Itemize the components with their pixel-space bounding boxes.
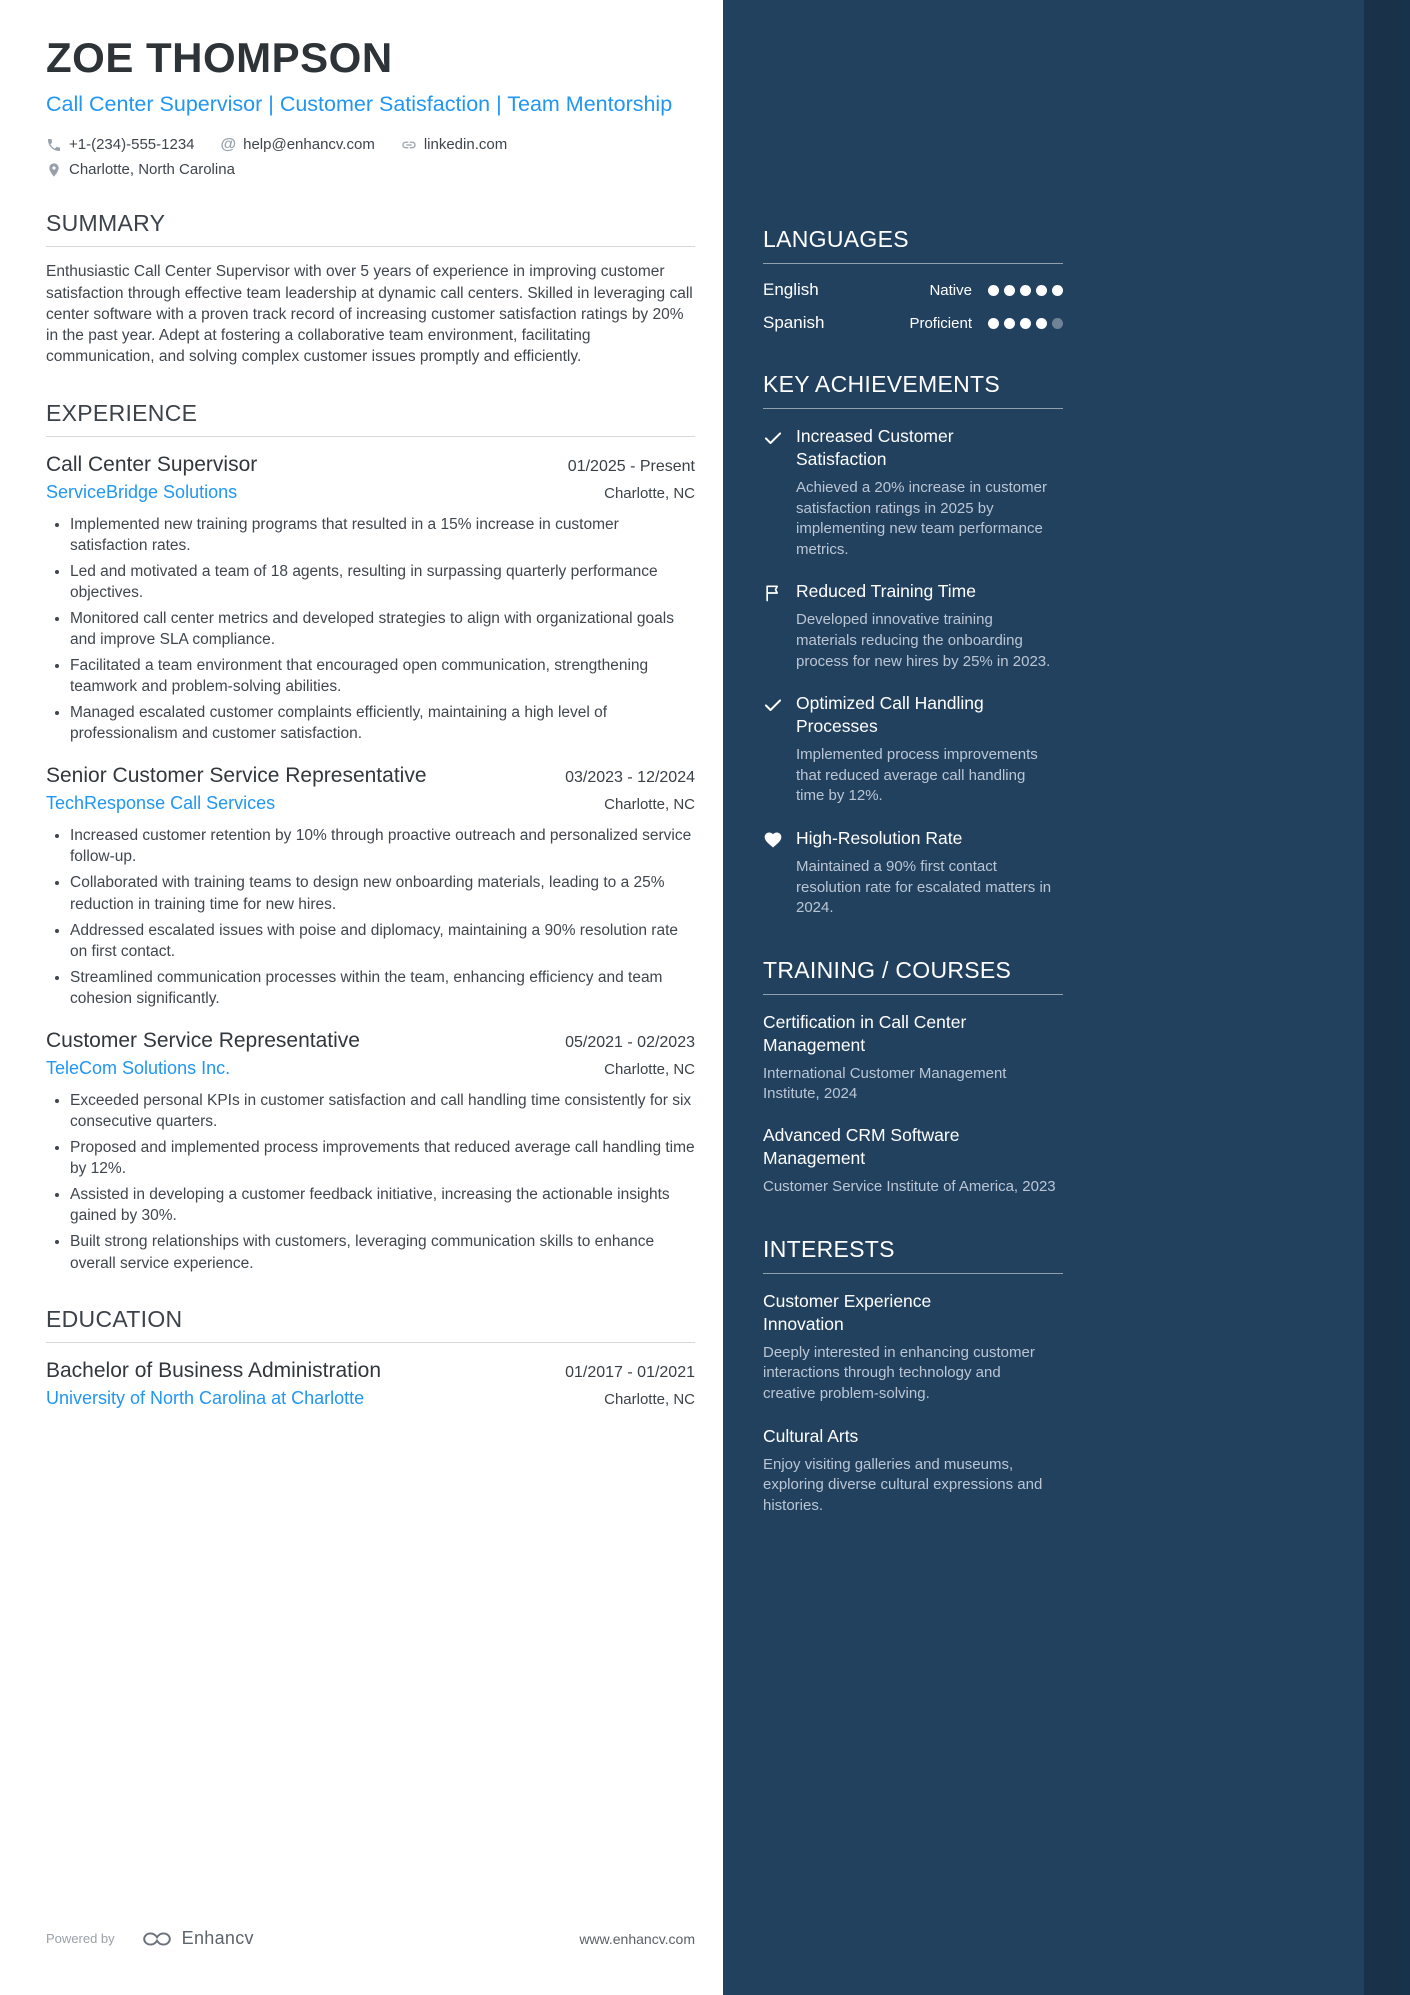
language-name: English xyxy=(763,280,819,299)
phone-number: +1-(234)-555-1234 xyxy=(69,136,195,154)
degree-title: Bachelor of Business Administration xyxy=(46,1358,382,1382)
summary-section xyxy=(46,210,695,367)
candidate-title: Call Center Supervisor | Customer Satisfaction | Team Mentorship xyxy=(46,92,673,116)
level-dot xyxy=(1020,285,1031,296)
course-subtitle: Customer Service Institute of America, 2023 xyxy=(763,1178,1056,1196)
location-contact xyxy=(46,161,235,178)
level-dot xyxy=(1004,318,1015,329)
check-icon xyxy=(763,695,783,715)
education-dates: 01/2017 - 01/2021 xyxy=(565,1363,695,1381)
course-item xyxy=(763,1124,1063,1198)
level-dot xyxy=(988,318,999,329)
job-location: Charlotte, NC xyxy=(604,796,695,814)
powered-by-label: Powered by xyxy=(46,1931,115,1946)
heart-icon xyxy=(763,830,783,850)
education-heading: EDUCATION xyxy=(46,1306,695,1343)
linkedin-contact[interactable] xyxy=(401,136,507,153)
bullet-item: • Addressed escalated issues with poise and diplomacy, maintaining a 90% resolution rate on first contact. xyxy=(70,920,695,962)
email-contact[interactable] xyxy=(221,136,375,153)
bullet-item: • Streamlined communication processes within the team, enhancing efficiency and team cohesion significantly. xyxy=(70,967,695,1009)
achievement-item xyxy=(763,425,1063,560)
job-bullets xyxy=(46,1090,695,1274)
language-level: Native xyxy=(929,281,972,299)
achievement-item xyxy=(763,692,1063,807)
course-subtitle: International Customer Management Institute, 2024 xyxy=(763,1064,1007,1103)
job-entry xyxy=(46,1027,695,1274)
interests-heading: INTERESTS xyxy=(763,1236,1063,1274)
training-heading: TRAINING / COURSES xyxy=(763,957,1063,995)
job-title: Call Center Supervisor xyxy=(46,452,258,476)
job-dates: 05/2021 - 02/2023 xyxy=(565,1033,695,1051)
achievement-text: Maintained a 90% first contact resolution rate for escalated matters in 2024. xyxy=(796,858,1052,917)
phone-icon xyxy=(46,137,62,153)
bullet-item: • Increased customer retention by 10% through proactive outreach and personalized service follow-up. xyxy=(70,825,695,867)
achievement-title: Optimized Call Handling Processes xyxy=(796,693,984,737)
brand-name: Enhancv xyxy=(181,1928,254,1948)
summary-text: Enthusiastic Call Center Supervisor with over 5 years of experience in improving customer satisfaction through effective team leadership at dynamic call centers. Skilled in leveraging call center software with a proven track record of increasing customer satisfaction ratings by 20% in the past year. Adept at fostering a collaborative team environment, facilitating communication, and solving complex customer issues promptly and efficiently. xyxy=(46,263,693,366)
interest-text: Enjoy visiting galleries and museums, exploring diverse cultural expressions and histories. xyxy=(763,1455,1043,1514)
level-dot xyxy=(1036,318,1047,329)
level-dot xyxy=(1020,318,1031,329)
linkedin-url[interactable]: linkedin.com xyxy=(423,136,508,154)
website-link[interactable]: www.enhancv.com xyxy=(579,1930,695,1947)
course-item xyxy=(763,1011,1063,1105)
summary-heading: SUMMARY xyxy=(46,210,695,247)
job-location: Charlotte, NC xyxy=(604,1060,695,1078)
job-company: TeleCom Solutions Inc. xyxy=(46,1057,231,1078)
bullet-item: • Assisted in developing a customer feedback initiative, increasing the actionable insights gained by 30%. xyxy=(70,1184,695,1226)
course-title: Advanced CRM Software Management xyxy=(763,1124,960,1169)
achievement-text: Developed innovative training materials reducing the onboarding process for new hires by 25% in 2023. xyxy=(796,611,1051,670)
enhancv-logo-icon xyxy=(141,1930,173,1948)
job-company: TechResponse Call Services xyxy=(46,793,276,814)
experience-section xyxy=(46,400,695,1274)
language-dots xyxy=(988,285,1063,296)
job-title: Senior Customer Service Representative xyxy=(46,764,427,788)
education-location: Charlotte, NC xyxy=(604,1390,695,1408)
location-text: Charlotte, North Carolina xyxy=(69,161,235,179)
job-title: Customer Service Representative xyxy=(46,1028,360,1052)
bullet-item: • Collaborated with training teams to design new onboarding materials, leading to a 25% reduction in training time for new hires. xyxy=(70,872,695,914)
bullet-item: • Monitored call center metrics and developed strategies to align with organizational goals and improve SLA compliance. xyxy=(70,608,695,650)
resume-header xyxy=(46,34,695,178)
achievement-title: Reduced Training Time xyxy=(796,581,976,602)
flag-icon xyxy=(763,583,783,603)
job-bullets xyxy=(46,514,695,745)
interest-title: Customer Experience Innovation xyxy=(763,1290,932,1334)
achievements-heading: KEY ACHIEVEMENTS xyxy=(763,371,1063,409)
achievement-item xyxy=(763,827,1063,919)
language-level: Proficient xyxy=(909,314,972,332)
location-pin-icon xyxy=(46,162,62,178)
link-icon xyxy=(401,137,417,153)
language-dots xyxy=(988,318,1063,329)
job-bullets xyxy=(46,825,695,1009)
school-name: University of North Carolina at Charlotte xyxy=(46,1387,365,1408)
bullet-item: • Facilitated a team environment that encouraged open communication, strengthening teamwork and problem-solving abilities. xyxy=(70,655,695,697)
achievement-title: High-Resolution Rate xyxy=(796,827,963,848)
level-dot xyxy=(1004,285,1015,296)
language-row xyxy=(763,313,1063,333)
language-row xyxy=(763,280,1063,300)
course-title: Certification in Call Center Management xyxy=(763,1011,967,1055)
job-location: Charlotte, NC xyxy=(604,484,695,502)
job-entry xyxy=(46,762,695,1009)
bullet-item: • Led and motivated a team of 18 agents, resulting in surpassing quarterly performance objectives. xyxy=(70,561,695,603)
job-dates: 03/2023 - 12/2024 xyxy=(565,769,695,787)
email-address[interactable]: help@enhancv.com xyxy=(243,136,375,154)
level-dot xyxy=(1036,285,1047,296)
contact-row-primary xyxy=(46,136,695,153)
enhancv-brand xyxy=(141,1928,254,1949)
achievement-text: Implemented process improvements that reduced average call handling time by 12%. xyxy=(796,746,1038,805)
job-entry xyxy=(46,451,695,745)
achievement-item xyxy=(763,580,1063,672)
level-dot xyxy=(1052,318,1063,329)
job-company: ServiceBridge Solutions xyxy=(46,481,238,502)
bullet-item: • Proposed and implemented process improvements that reduced average call handling time by 12%. xyxy=(70,1137,695,1179)
interest-item xyxy=(763,1290,1063,1405)
interest-text: Deeply interested in enhancing customer interactions through technology and creative problem-solving. xyxy=(763,1343,1035,1402)
at-sign-icon: @ xyxy=(220,135,237,153)
education-entry xyxy=(46,1357,695,1411)
languages-heading: LANGUAGES xyxy=(763,226,1063,264)
interest-item xyxy=(763,1425,1063,1517)
level-dot xyxy=(1052,285,1063,296)
bullet-item: • Managed escalated customer complaints efficiently, maintaining a high level of professionalism and customer satisfaction. xyxy=(70,702,695,744)
phone-contact xyxy=(46,136,195,153)
achievement-title: Increased Customer Satisfaction xyxy=(796,426,954,470)
achievement-text: Achieved a 20% increase in customer satisfaction ratings in 2025 by implementing new team performance metrics. xyxy=(796,479,1047,558)
check-icon xyxy=(763,428,783,448)
job-dates: 01/2025 - Present xyxy=(567,457,695,475)
level-dot xyxy=(988,285,999,296)
education-section xyxy=(46,1306,695,1411)
contact-row-secondary xyxy=(46,161,695,178)
page-edge-shadow xyxy=(1364,0,1410,1995)
candidate-name: ZOE THOMPSON xyxy=(46,34,393,81)
page-footer xyxy=(46,1928,695,1949)
bullet-item: • Exceeded personal KPIs in customer satisfaction and call handling time consistently for six consecutive quarters. xyxy=(70,1090,695,1132)
sidebar xyxy=(723,0,1410,1995)
interest-title: Cultural Arts xyxy=(763,1425,859,1446)
language-name: Spanish xyxy=(763,313,825,332)
bullet-item: • Built strong relationships with customers, leveraging communication skills to enhance overall service experience. xyxy=(70,1231,695,1273)
bullet-item: • Implemented new training programs that resulted in a 15% increase in customer satisfaction rates. xyxy=(70,514,695,556)
experience-heading: EXPERIENCE xyxy=(46,400,695,437)
sidebar-content xyxy=(763,226,1063,1516)
